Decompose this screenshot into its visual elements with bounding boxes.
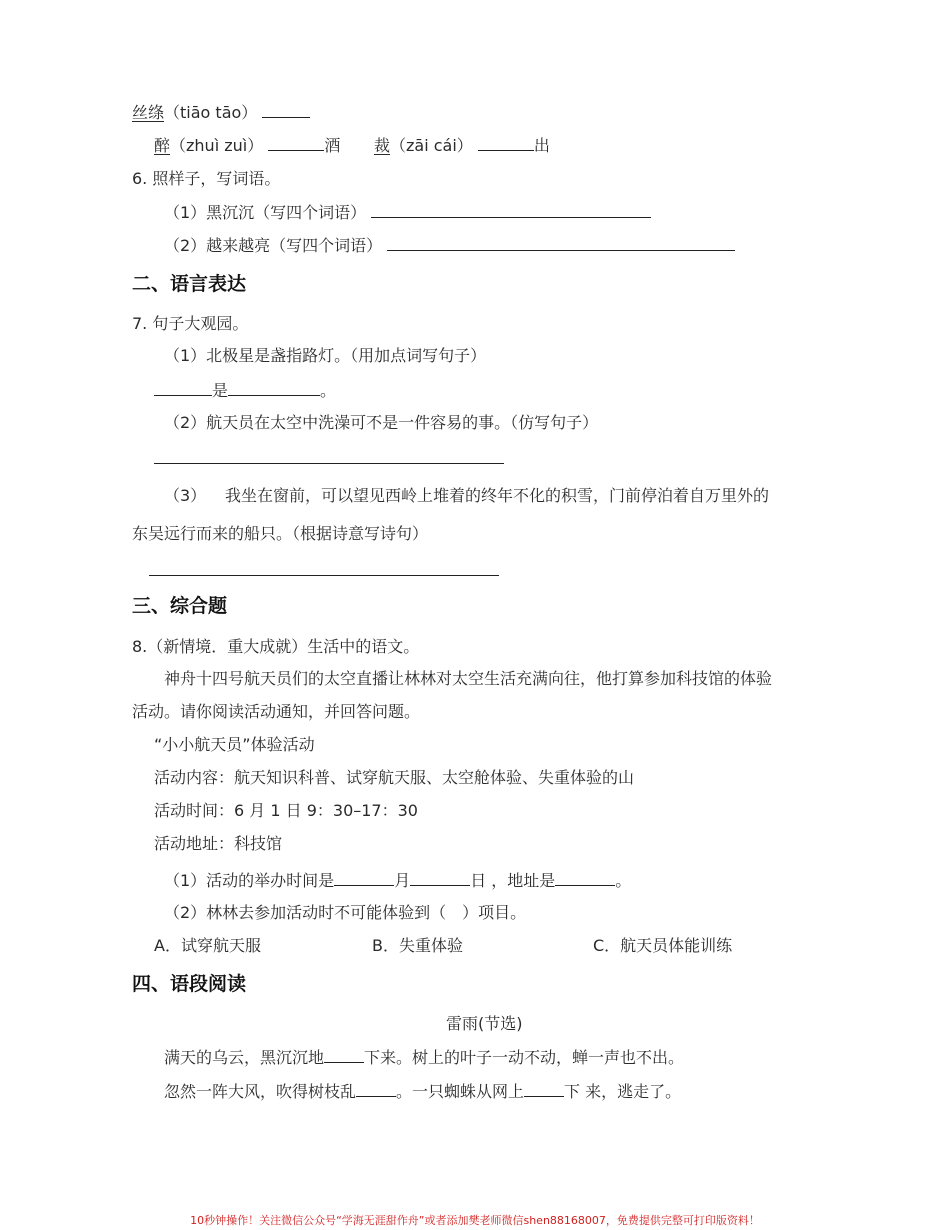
reading-l2-c: 下 来，逃走了。 <box>564 1082 682 1101</box>
answer-line[interactable] <box>149 575 499 576</box>
q6-item1-text: （1）黑沉沉（写四个词语） <box>164 203 367 222</box>
q8-sub1-b: 月 <box>394 871 411 890</box>
q7-item1-answer <box>154 379 336 402</box>
suffix-chu: 出 <box>533 136 550 155</box>
reading-l1-b: 下来。树上的叶子一动不动，蝉一声也不出。 <box>364 1048 685 1067</box>
answer-blank[interactable] <box>555 869 615 886</box>
footer-notice: 10秒钟操作！关注微信公众号“学海无涯甜作舟”或者添加樊老师微信shen88168007，免费提供完整可打印版资料！ <box>190 1214 760 1227</box>
q6-item1 <box>164 201 651 224</box>
reading-title: 雷雨(节选) <box>446 1014 523 1033</box>
answer-blank[interactable] <box>478 134 534 151</box>
notice-time: 活动时间：6 月 1 日 9：30–17：30 <box>154 801 418 820</box>
pinyin-cai: （zāi cái） <box>390 136 473 155</box>
section-heading-3: 三、综合题 <box>132 595 228 617</box>
reading-line2 <box>164 1080 681 1103</box>
suffix-jiu: 酒 <box>324 136 341 155</box>
q8-para1: 神舟十四号航天员们的太空直播让林林对太空生活充满向往，他打算参加科技馆的体验 <box>164 669 773 688</box>
q7-item1-end: 。 <box>320 381 337 400</box>
answer-blank[interactable] <box>324 1046 364 1063</box>
q7-item3-num: （3） <box>164 486 207 505</box>
option-b[interactable]: B．失重体验 <box>372 936 463 955</box>
section-heading-2: 二、语言表达 <box>132 273 247 295</box>
answer-line[interactable] <box>154 463 504 464</box>
q8-sub2: （2）林林去参加活动时不可能体验到（ ）项目。 <box>164 903 527 922</box>
answer-line[interactable] <box>387 234 735 251</box>
q7-title: 7. 句子大观园。 <box>132 314 249 333</box>
q6-title: 6. 照样子，写词语。 <box>132 169 281 188</box>
q8-sub1 <box>164 869 631 892</box>
answer-blank[interactable] <box>268 134 324 151</box>
section-heading-4: 四、语段阅读 <box>132 973 247 995</box>
q8-sub1-c: 日 ，地址是 <box>470 871 556 890</box>
answer-blank[interactable] <box>228 379 320 396</box>
q7-item1: （1）北极星是盏指路灯。（用加点词写句子） <box>164 346 487 365</box>
q6-item2-text: （2）越来越亮（写四个词语） <box>164 236 383 255</box>
q7-item3-line1: 我坐在窗前，可以望见西岭上堆着的终年不化的积雪，门前停泊着自万里外的 <box>225 486 770 505</box>
option-a[interactable]: A．试穿航天服 <box>154 936 261 955</box>
answer-blank[interactable] <box>262 101 310 118</box>
q5-line1 <box>132 101 310 124</box>
answer-blank[interactable] <box>524 1080 564 1097</box>
notice-place: 活动地址：科技馆 <box>154 834 283 853</box>
answer-blank[interactable] <box>356 1080 396 1097</box>
q7-item1-mid: 是 <box>212 381 229 400</box>
reading-l2-b: 。一只蜘蛛从网上 <box>396 1082 525 1101</box>
q8-para2: 活动。请你阅读活动通知，并回答问题。 <box>132 702 421 721</box>
pinyin-sitao: （tiāo tāo） <box>164 103 258 122</box>
answer-blank[interactable] <box>410 869 470 886</box>
pinyin-zui: （zhuì zuì） <box>170 136 264 155</box>
q7-item3-line2: 东吴远行而来的船只。（根据诗意写诗句） <box>132 524 429 543</box>
notice-title: “小小航天员”体验活动 <box>154 735 315 754</box>
answer-line[interactable] <box>371 201 651 218</box>
word-cai: 裁 <box>374 136 391 155</box>
q8-sub1-a: （1）活动的举办时间是 <box>164 871 335 890</box>
q8-title: 8.（新情境．重大成就）生活中的语文。 <box>132 637 420 656</box>
q8-sub1-d: 。 <box>615 871 632 890</box>
notice-content: 活动内容：航天知识科普、试穿航天服、太空舱体验、失重体验的山 <box>154 768 635 787</box>
reading-l1-a: 满天的乌云，黑沉沉地 <box>164 1048 325 1067</box>
q5-line2 <box>154 134 340 157</box>
q5-line2b <box>374 134 550 157</box>
reading-l2-a: 忽然一阵大风，吹得树枝乱 <box>164 1082 357 1101</box>
q7-item2: （2）航天员在太空中洗澡可不是一件容易的事。（仿写句子） <box>164 413 599 432</box>
word-zui: 醉 <box>154 136 171 155</box>
answer-blank[interactable] <box>334 869 394 886</box>
reading-line1 <box>164 1046 684 1069</box>
q6-item2 <box>164 234 735 257</box>
option-c[interactable]: C．航天员体能训练 <box>593 936 733 955</box>
word-sitao: 丝绦 <box>132 103 165 122</box>
answer-blank[interactable] <box>154 379 212 396</box>
